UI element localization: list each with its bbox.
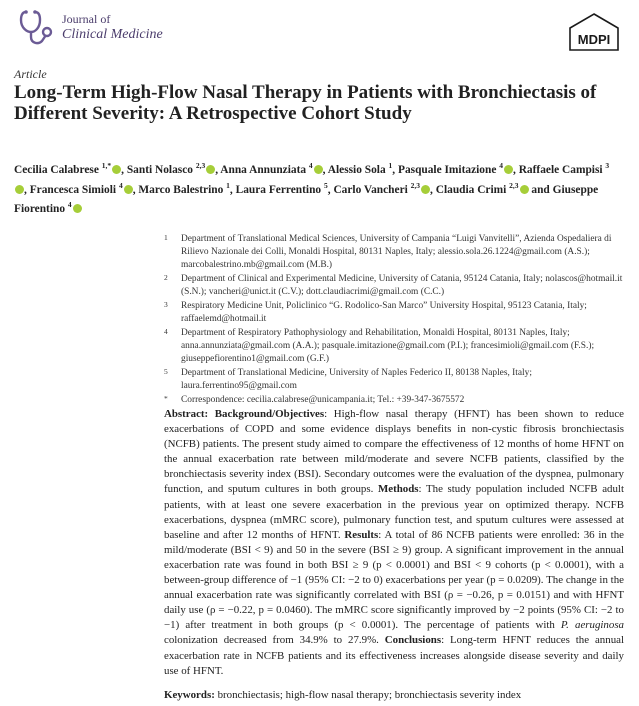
affiliation-text: Department of Translational Medical Sciences, University of Campania “Luigi Vanvitelli”, Azienda Ospedaliera di Rilievo Nazionale dei Colli, Monaldi Hospital, 80131 Naples, Italy; alessio.sola.26.1224@gmail.com (A.S.); marcobalestrino.mb@gmail.com (M.B.) <box>181 234 612 270</box>
affiliation-number: 2 <box>164 273 168 282</box>
affiliation-number: 5 <box>164 367 168 376</box>
author-name: Carlo Vancheri <box>333 183 408 196</box>
methods-label: Methods <box>377 483 419 496</box>
author-affiliation-mark: 2,3 <box>509 180 519 190</box>
affiliation-list <box>164 233 624 408</box>
stethoscope-icon <box>14 6 56 48</box>
author-affiliation-mark: 4 <box>499 161 503 170</box>
affiliation-text: Department of Translational Medicine, University of Naples Federico II, 80138 Naples, Italy; laura.ferrentino95@gmail.com <box>181 368 532 391</box>
author[interactable] <box>397 161 513 176</box>
journal-prefix: Journal of <box>62 12 111 26</box>
author[interactable] <box>126 161 215 176</box>
authors-and: and <box>531 183 550 196</box>
publisher-name: MDPI <box>577 32 611 47</box>
orcid-icon[interactable] <box>124 185 133 194</box>
orcid-icon[interactable] <box>15 185 24 194</box>
author-affiliation-mark: 3 <box>605 161 610 170</box>
affiliation-number: 4 <box>164 327 168 336</box>
author[interactable] <box>29 180 133 196</box>
orcid-icon[interactable] <box>206 165 215 174</box>
author-name: Alessio Sola <box>327 163 386 176</box>
author-affiliation-mark: 1 <box>388 161 393 170</box>
author-name: Santi Nolasco <box>126 163 193 176</box>
conclusions-text: : Long-term HFNT reduces the annual exacerbation rate in NCFB patients and its effectiveness increases alongside disease severity and daily use of HFNT. <box>164 634 624 677</box>
results-text: : A total of 86 NCFB patients were enrolled: 36 in the mild/moderate (BSI < 9) and 50 in the severe (BSI ≥ 9) group. A significant improvement in the annual exacerbation rate was found in both BSI ≥ 9 (p < 0.0001) and BSI < 9 cohorts (p < 0.0001), with a between-group difference of −1 (95% CI: −2 to 0) exacerbations per year (p = 0.0209). The change in the annual exacerbation rate was significantly correlated with BSI (ρ = −0.26, p = 0.0151) and with HFNT daily use (ρ = −0.22, p = 0.0460). The mMRC score significantly improved by −2 points (95% CI: −2 to −1) after treatment in both groups (p < 0.0001). The percentage of patients with <box>164 528 624 632</box>
affiliation-text: Correspondence: cecilia.calabrese@unicampania.it; Tel.: +39-347-3675572 <box>181 395 465 405</box>
author[interactable] <box>138 180 230 196</box>
author-name: Laura Ferrentino <box>235 183 322 196</box>
background-text: : High-flow nasal therapy (HFNT) has been shown to reduce exacerbations of COPD and some evidence displays benefits in non-cystic fibrosis bronchiectasis (NCFB) patients. The present study aimed to compare the effectiveness of 12 months of home HFNT on the annual exacerbation rate between mild/moderate and severe NCFB patients, classified by the bronchiectasis severity index (BSI). Secondary outcomes were the evaluation of the dyspnea, pulmonary function, and sputum cultures in both groups. <box>164 408 624 496</box>
organism-name: P. aeruginosa <box>560 619 625 632</box>
orcid-icon[interactable] <box>314 165 323 174</box>
affiliation <box>164 300 624 326</box>
author-name: Cecilia Calabrese <box>14 163 99 176</box>
abstract-label: Abstract: <box>164 408 209 420</box>
author-name: Francesca Simioli <box>29 183 117 196</box>
affiliation-number: 3 <box>164 300 168 309</box>
orcid-icon[interactable] <box>421 185 430 194</box>
author-affiliation-mark: 1 <box>226 180 230 190</box>
article-title: Long-Term High-Flow Nasal Therapy in Patients with Bronchiectasis of Different Severity: A Retrospective Cohort Study <box>14 82 597 124</box>
keywords-label: Keywords: <box>164 689 215 701</box>
keywords <box>164 688 624 702</box>
journal-title <box>62 12 163 42</box>
affiliation <box>164 233 624 272</box>
author[interactable] <box>327 161 393 176</box>
author-name: Giuseppe Fiorentino <box>14 183 599 216</box>
author-name: Marco Balestrino <box>138 183 224 196</box>
author-affiliation-mark: 2,3 <box>410 180 421 190</box>
page-header <box>14 6 626 52</box>
affiliation-number: 1 <box>164 233 168 242</box>
affiliation <box>164 273 624 299</box>
affiliation <box>164 367 624 393</box>
affiliation-number: * <box>164 394 168 403</box>
author[interactable] <box>333 180 430 196</box>
author[interactable] <box>14 161 121 176</box>
affiliation-text: Department of Clinical and Experimental Medicine, University of Catania, 95124 Catania, Italy; nolascos@hotmail.it (S.N.); vancheri@unict.it (C.V.); dott.claudiacrimi@gmail.com (C.C.) <box>181 274 623 297</box>
methods-text: : The study population included NCFB adult patients, with at least one severe exacerbation in the previous year on optimized therapy. NCFB exacerbations, dyspnea (mMRC score), pulmonary function test, and sputum cultures were assessed at baseline and after 12 months of HFNT. <box>164 483 624 541</box>
author-name: Raffaele Campisi <box>518 163 603 176</box>
results-text-end: colonization decreased from 34.9% to 27.9%. <box>164 634 379 647</box>
orcid-icon[interactable] <box>520 185 529 194</box>
affiliation <box>164 327 624 366</box>
orcid-icon[interactable] <box>112 165 121 174</box>
results-label: Results <box>344 528 379 541</box>
journal-name: Clinical Medicine <box>62 27 163 42</box>
author-affiliation-mark: 5 <box>323 180 328 190</box>
affiliation-text: Respiratory Medicine Unit, Policlinico “G. Rodolico-San Marco” University Hospital, 95123 Catania, Italy; raffaelemd@hotmail.it <box>181 301 587 324</box>
author[interactable] <box>235 180 328 196</box>
author[interactable] <box>435 180 529 196</box>
orcid-icon[interactable] <box>73 204 82 213</box>
author-list: Cecilia Calabrese $^{1,*}$ , Santi Nolasco $^{2,3}$ , Anna Annunziata $^4$ , Alessio Sola $^1$, Pasquale Imitazione $^4$ , Raffaele Campisi $^3$, Francesca Simioli $^4$ , Marco Balestrino $^1$, Laura Ferrentino $^5$, Carlo Vancheri $^{2,3}$ , Claudia Crimi $^{2,3}$ and Giuseppe Fiorentino $^4$ <box>14 161 610 216</box>
author-name: Anna Annunziata <box>220 163 307 176</box>
author-affiliation-mark: 4 <box>308 161 313 170</box>
conclusions-label: Conclusions <box>384 634 442 647</box>
orcid-icon[interactable] <box>504 165 513 174</box>
affiliation <box>164 394 624 407</box>
author-name: Claudia Crimi <box>435 183 507 196</box>
mdpi-logo <box>566 12 622 52</box>
keywords-text: bronchiectasis; high-flow nasal therapy; bronchiectasis severity index <box>217 689 522 701</box>
background-label: Background/Objectives <box>214 408 325 420</box>
author-affiliation-mark: 1,* <box>101 161 112 170</box>
author-name: Pasquale Imitazione <box>397 163 497 176</box>
article-type: Article <box>14 67 47 81</box>
author-affiliation-mark: 2,3 <box>195 161 206 170</box>
author-affiliation-mark: 4 <box>67 200 72 210</box>
abstract <box>164 407 624 679</box>
affiliation-text: Department of Respiratory Pathophysiology and Rehabilitation, Monaldi Hospital, 80131 Naples, Italy; anna.annunziata@gmail.com (A.A.); pasquale.imitazione@gmail.com (P.I.); francesimioli@gmail.com (F.S.); giuseppefiorentino1@gmail.com (G.F.) <box>181 328 595 364</box>
author[interactable] <box>220 161 322 176</box>
author-affiliation-mark: 4 <box>118 180 123 190</box>
